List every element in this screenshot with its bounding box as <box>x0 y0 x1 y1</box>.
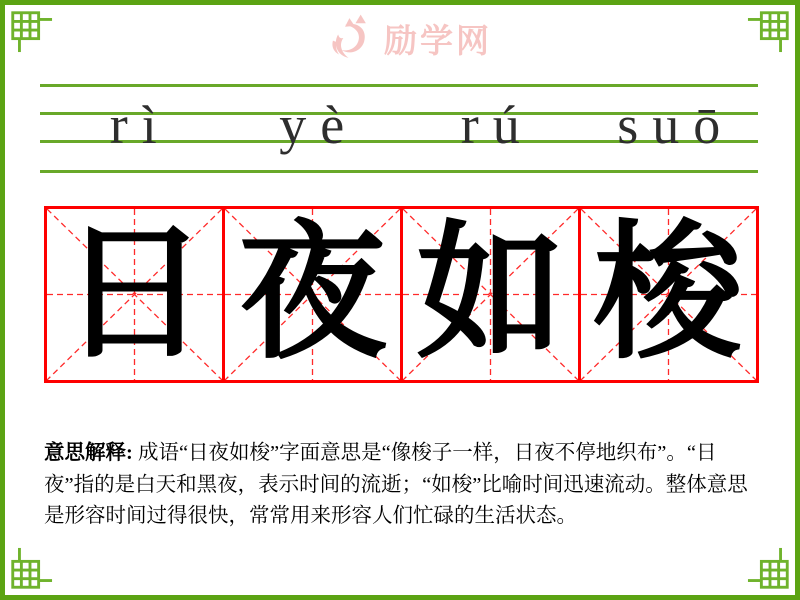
pinyin-syllable: rú <box>460 95 534 155</box>
meaning-explanation <box>44 438 762 533</box>
pinyin-syllable: yè <box>279 95 359 155</box>
explanation-text: 成语“日夜如梭”字面意思是“像梭子一样，日夜不停地织布”。“日夜”指的是白天和黑夜，表示时间的流逝；“如梭”比喻时间迅速流动。整体意思是形容时间过得很快，常常用来形容人们忙碌的生活状态。 <box>44 442 748 527</box>
pinyin-syllable: rì <box>109 95 171 155</box>
explanation-label: 意思解释: <box>44 442 133 464</box>
mizige-cell <box>222 209 400 380</box>
staff-line <box>40 84 758 87</box>
fox-flame-logo-icon <box>326 12 378 64</box>
idiom-character: 如 <box>416 212 565 377</box>
staff-line <box>40 170 758 173</box>
idiom-character: 梭 <box>594 212 743 377</box>
mizige-cell <box>578 209 756 380</box>
mizige-cell <box>400 209 578 380</box>
corner-lattice-ornament-icon <box>747 7 793 53</box>
site-watermark <box>326 12 492 64</box>
idiom-character: 夜 <box>238 212 387 377</box>
idiom-character: 日 <box>60 212 209 377</box>
watermark-site-name: 励学网 <box>384 21 492 59</box>
corner-lattice-ornament-icon <box>747 547 793 593</box>
pinyin-row <box>44 95 758 155</box>
character-practice-grid <box>44 206 759 383</box>
corner-lattice-ornament-icon <box>7 7 53 53</box>
corner-lattice-ornament-icon <box>7 547 53 593</box>
mizige-cell <box>47 209 222 380</box>
pinyin-syllable: suō <box>617 95 735 155</box>
